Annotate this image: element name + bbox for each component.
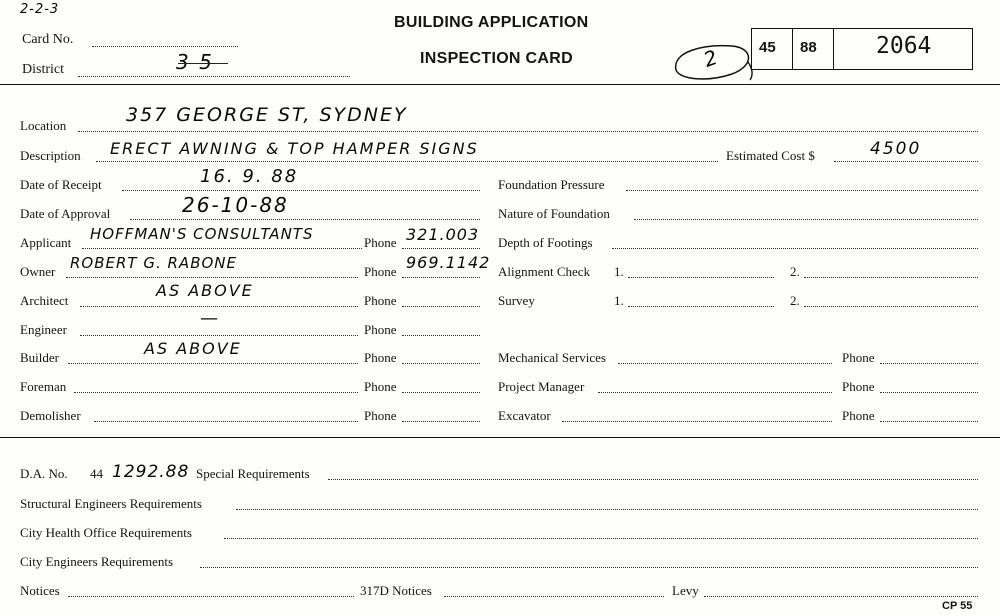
levy-label: Levy bbox=[672, 583, 699, 598]
survey-line-2 bbox=[804, 306, 978, 307]
estimated-cost-value: 4500 bbox=[870, 139, 922, 159]
card-no-line bbox=[92, 46, 238, 47]
box-value-1: 45 bbox=[759, 39, 776, 56]
demolisher-label: Demolisher bbox=[20, 408, 81, 423]
applicant-phone-line bbox=[402, 248, 480, 249]
project-manager-label: Project Manager bbox=[498, 379, 585, 394]
number-box-group bbox=[751, 28, 973, 70]
foreman-label: Foreman bbox=[20, 379, 67, 394]
district-label: District bbox=[22, 62, 64, 77]
date-approval-line bbox=[130, 219, 480, 220]
title-line-1: BUILDING APPLICATION bbox=[394, 14, 589, 31]
mechanical-phone-line bbox=[880, 363, 978, 364]
owner-phone-value: 969.1142 bbox=[406, 253, 491, 272]
survey-line-1 bbox=[628, 306, 774, 307]
district-value: 3 5 bbox=[176, 50, 214, 74]
owner-phone-line bbox=[402, 277, 480, 278]
engineer-line bbox=[80, 335, 358, 336]
demolisher-phone-line bbox=[402, 421, 480, 422]
owner-phone-label: Phone bbox=[364, 264, 397, 279]
date-receipt-value: 16. 9. 88 bbox=[200, 166, 299, 187]
architect-phone-line bbox=[402, 306, 480, 307]
header-separator bbox=[0, 84, 1000, 85]
depth-footings-line bbox=[612, 248, 978, 249]
date-approval-value: 26-10-88 bbox=[182, 193, 289, 217]
date-receipt-label: Date of Receipt bbox=[20, 177, 102, 192]
health-label: City Health Office Requirements bbox=[20, 525, 192, 540]
structural-label: Structural Engineers Requirements bbox=[20, 496, 202, 511]
alignment-check-label: Alignment Check bbox=[498, 264, 591, 279]
structural-line bbox=[236, 509, 978, 510]
foreman-phone-label: Phone bbox=[364, 379, 397, 394]
circled-mark-value: 2 bbox=[700, 44, 723, 72]
da-prefix: 44 bbox=[90, 466, 103, 481]
applicant-phone-label: Phone bbox=[364, 235, 397, 250]
nature-foundation-label: Nature of Foundation bbox=[498, 206, 610, 221]
foundation-pressure-label: Foundation Pressure bbox=[498, 177, 605, 192]
form-code: CP 55 bbox=[942, 600, 973, 612]
applicant-line bbox=[82, 248, 362, 249]
project-manager-line bbox=[598, 392, 832, 393]
box-divider-1 bbox=[792, 29, 793, 69]
date-approval-label: Date of Approval bbox=[20, 206, 111, 221]
location-value: 357 GEORGE ST, SYDNEY bbox=[126, 104, 408, 126]
depth-footings-label: Depth of Footings bbox=[498, 235, 593, 250]
card-number: 2064 bbox=[876, 33, 932, 59]
card-no-label: Card No. bbox=[22, 32, 74, 47]
description-value: ERECT AWNING & TOP HAMPER SIGNS bbox=[110, 139, 479, 158]
health-line bbox=[224, 538, 978, 539]
engineer-phone-label: Phone bbox=[364, 322, 397, 337]
excavator-phone-label: Phone bbox=[842, 408, 875, 423]
foreman-phone-line bbox=[402, 392, 480, 393]
excavator-phone-line bbox=[880, 421, 978, 422]
date-receipt-line bbox=[122, 190, 480, 191]
builder-value: AS ABOVE bbox=[144, 339, 242, 358]
survey-num-1: 1. bbox=[614, 293, 624, 308]
demolisher-phone-label: Phone bbox=[364, 408, 397, 423]
builder-phone-line bbox=[402, 363, 480, 364]
builder-label: Builder bbox=[20, 350, 59, 365]
excavator-label: Excavator bbox=[498, 408, 551, 423]
survey-label: Survey bbox=[498, 293, 535, 308]
survey-num-2: 2. bbox=[790, 293, 800, 308]
city-engineers-label: City Engineers Requirements bbox=[20, 554, 174, 569]
title-line-2: INSPECTION CARD bbox=[420, 50, 573, 67]
section-separator bbox=[0, 437, 1000, 438]
da-value: 1292.88 bbox=[112, 462, 190, 482]
applicant-value: HOFFMAN'S CONSULTANTS bbox=[90, 225, 314, 243]
notices-label: Notices bbox=[20, 583, 60, 598]
foundation-pressure-line bbox=[626, 190, 978, 191]
alignment-line-2 bbox=[804, 277, 978, 278]
box-divider-2 bbox=[833, 29, 834, 69]
levy-line bbox=[704, 596, 978, 597]
project-manager-phone-line bbox=[880, 392, 978, 393]
mechanical-phone-label: Phone bbox=[842, 350, 875, 365]
owner-label: Owner bbox=[20, 264, 56, 279]
mechanical-line bbox=[618, 363, 832, 364]
excavator-line bbox=[562, 421, 832, 422]
foreman-line bbox=[74, 392, 358, 393]
notices-line bbox=[68, 596, 354, 597]
corner-note: 2-2-3 bbox=[20, 2, 60, 17]
nature-foundation-line bbox=[634, 219, 978, 220]
architect-value: AS ABOVE bbox=[156, 281, 254, 300]
engineer-phone-line bbox=[402, 335, 480, 336]
builder-line bbox=[68, 363, 358, 364]
mechanical-label: Mechanical Services bbox=[498, 350, 606, 365]
district-line bbox=[78, 76, 350, 77]
box-value-2: 88 bbox=[800, 39, 817, 56]
notices-317d-label: 317D Notices bbox=[360, 583, 432, 598]
location-line bbox=[78, 131, 978, 132]
owner-value: ROBERT G. RABONE bbox=[70, 254, 237, 272]
owner-line bbox=[66, 277, 358, 278]
special-requirements-line bbox=[328, 479, 978, 480]
demolisher-line bbox=[94, 421, 358, 422]
applicant-label: Applicant bbox=[20, 235, 72, 250]
special-requirements-label: Special Requirements bbox=[196, 466, 310, 481]
architect-label: Architect bbox=[20, 293, 69, 308]
alignment-num-1: 1. bbox=[614, 264, 624, 279]
description-line bbox=[96, 161, 718, 162]
architect-line bbox=[80, 306, 358, 307]
city-engineers-line bbox=[200, 567, 978, 568]
alignment-line-1 bbox=[628, 277, 774, 278]
engineer-value: — bbox=[200, 308, 220, 329]
estimated-cost-line bbox=[834, 161, 978, 162]
project-manager-phone-label: Phone bbox=[842, 379, 875, 394]
district-strikethrough bbox=[178, 63, 228, 64]
builder-phone-label: Phone bbox=[364, 350, 397, 365]
da-label: D.A. No. bbox=[20, 466, 68, 481]
location-label: Location bbox=[20, 118, 67, 133]
estimated-cost-label: Estimated Cost $ bbox=[726, 148, 815, 163]
applicant-phone-value: 321.003 bbox=[406, 225, 480, 244]
alignment-num-2: 2. bbox=[790, 264, 800, 279]
architect-phone-label: Phone bbox=[364, 293, 397, 308]
notices-317d-line bbox=[444, 596, 664, 597]
engineer-label: Engineer bbox=[20, 322, 67, 337]
description-label: Description bbox=[20, 148, 81, 163]
